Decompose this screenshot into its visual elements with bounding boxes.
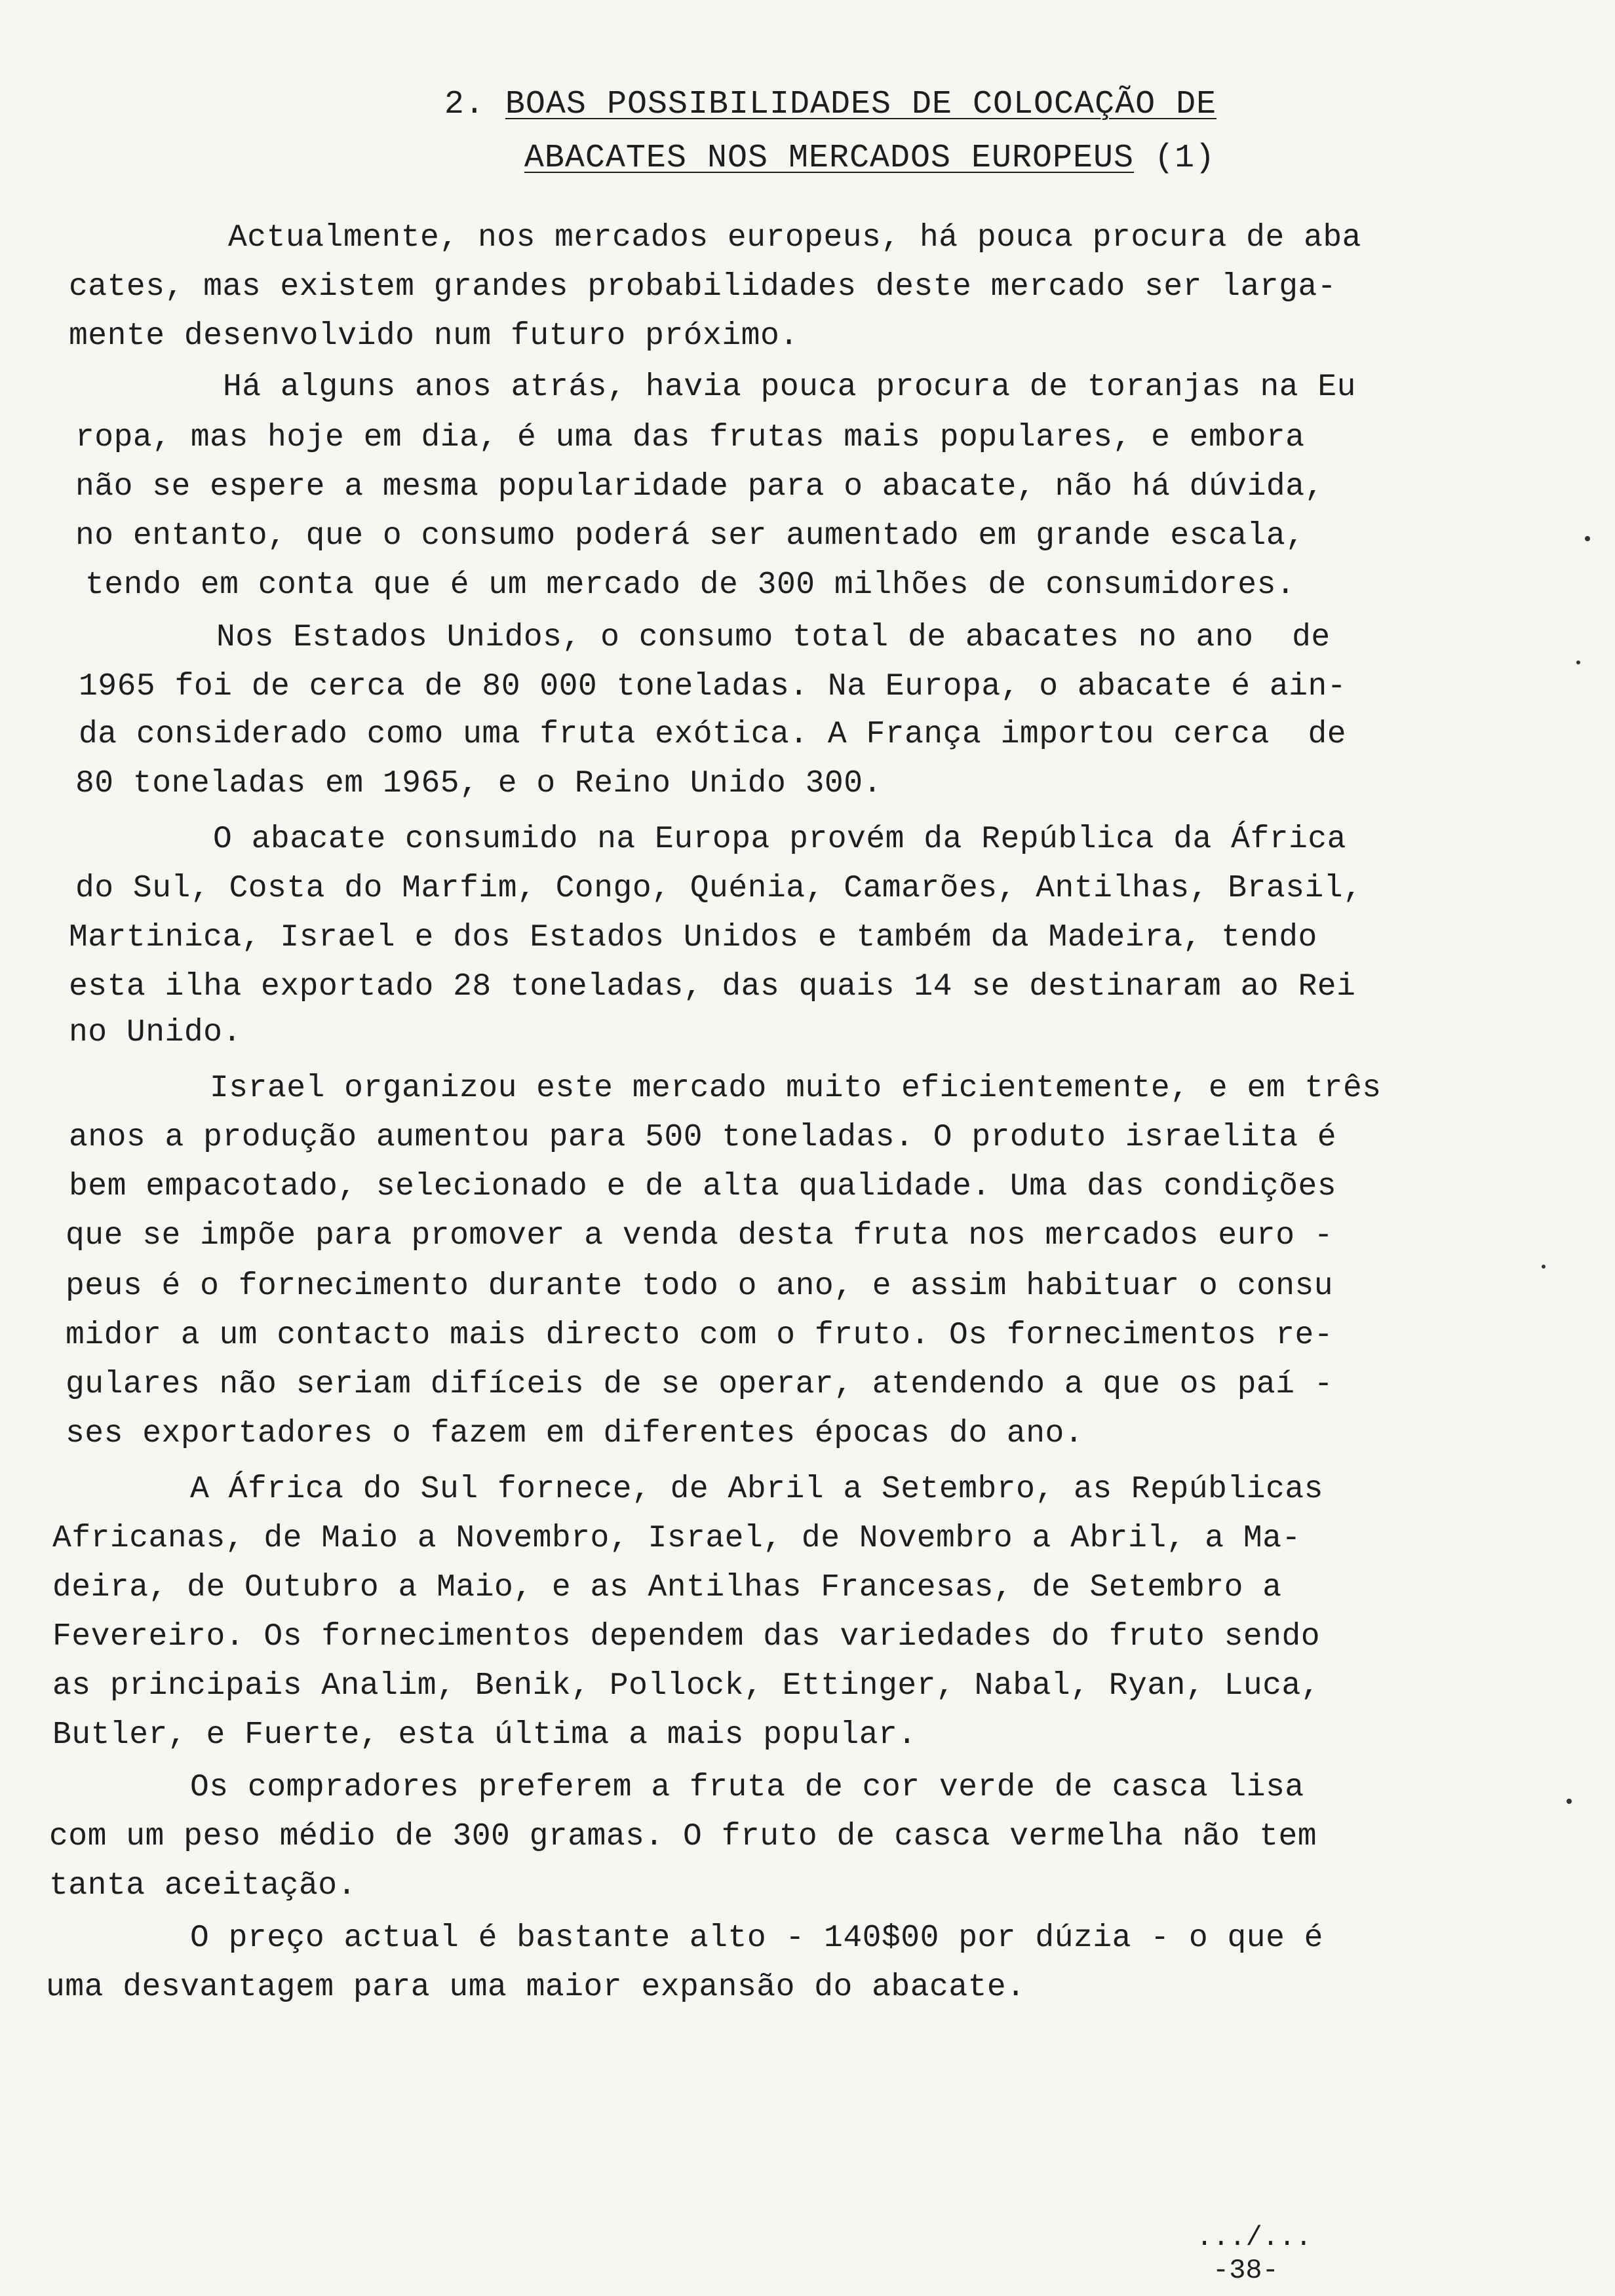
text-line: uma desvantagem para uma maior expansão do abacate.	[46, 1970, 1026, 2005]
scan-speck	[1576, 660, 1580, 664]
text-line: O preço actual é bastante alto - 140$00 por dúzia - o que é	[190, 1921, 1323, 1956]
text-line: midor a um contacto mais directo com o fruto. Os fornecimentos re-	[66, 1318, 1334, 1353]
text-line: gulares não seriam difíceis de se operar, atendendo a que os paí -	[66, 1367, 1334, 1402]
scan-speck	[1566, 1799, 1572, 1804]
text-line: A África do Sul fornece, de Abril a Setembro, as Repúblicas	[190, 1472, 1323, 1507]
text-line: Há alguns anos atrás, havia pouca procura de toranjas na Eu	[223, 370, 1356, 405]
text-line: as principais Analim, Benik, Pollock, Ettinger, Nabal, Ryan, Luca,	[52, 1668, 1321, 1704]
page-number: -38-	[1213, 2255, 1279, 2286]
text-line: que se impõe para promover a venda desta fruta nos mercados euro -	[66, 1218, 1334, 1253]
section-heading-line-1	[0, 85, 1615, 124]
text-line: O abacate consumido na Europa provém da República da África	[213, 822, 1346, 857]
section-title-part-2: ABACATES NOS MERCADOS EUROPEUS	[524, 140, 1135, 177]
text-line: anos a produção aumentou para 500 toneladas. O produto israelita é	[69, 1120, 1337, 1155]
text-line: peus é o fornecimento durante todo o ano, e assim habituar o consu	[66, 1269, 1334, 1304]
text-line: no Unido.	[69, 1015, 242, 1050]
text-line: com um peso médio de 300 gramas. O fruto de casca vermelha não tem	[49, 1819, 1317, 1854]
text-line: ropa, mas hoje em dia, é uma das frutas mais populares, e embora	[75, 420, 1305, 455]
text-line: ses exportadores o fazem em diferentes épocas do ano.	[66, 1416, 1084, 1451]
text-line: cates, mas existem grandes probabilidades deste mercado ser larga-	[69, 269, 1337, 305]
text-line: 80 toneladas em 1965, e o Reino Unido 300.	[75, 766, 882, 801]
text-line: mente desenvolvido num futuro próximo.	[69, 318, 799, 354]
text-line: deira, de Outubro a Maio, e as Antilhas Francesas, de Setembro a	[52, 1570, 1282, 1605]
text-line: do Sul, Costa do Marfim, Congo, Quénia, Camarões, Antilhas, Brasil,	[75, 871, 1363, 906]
text-line: esta ilha exportado 28 toneladas, das quais 14 se destinaram ao Rei	[69, 969, 1356, 1004]
section-number: 2.	[444, 86, 485, 123]
scan-speck	[1585, 536, 1590, 541]
text-line: Fevereiro. Os fornecimentos dependem das variedades do fruto sendo	[52, 1619, 1321, 1655]
text-line: Nos Estados Unidos, o consumo total de abacates no ano de	[216, 620, 1331, 655]
text-line: bem empacotado, selecionado e de alta qualidade. Uma das condições	[69, 1169, 1337, 1204]
section-heading-line-2	[0, 139, 1615, 178]
text-line: Actualmente, nos mercados europeus, há pouca procura de aba	[228, 220, 1361, 256]
scan-speck	[1542, 1265, 1546, 1269]
text-line: tanta aceitação.	[49, 1868, 357, 1904]
text-line: Martinica, Israel e dos Estados Unidos e também da Madeira, tendo	[69, 920, 1317, 955]
footnote-marker: (1)	[1154, 140, 1216, 177]
text-line: da considerado como uma fruta exótica. A França importou cerca de	[79, 717, 1347, 752]
continuation-mark: .../...	[1196, 2222, 1312, 2253]
section-title-part-1: BOAS POSSIBILIDADES DE COLOCAÇÃO DE	[505, 86, 1217, 123]
text-line: Os compradores preferem a fruta de cor verde de casca lisa	[190, 1770, 1304, 1805]
text-line: Israel organizou este mercado muito eficientemente, e em três	[210, 1071, 1382, 1106]
text-line: 1965 foi de cerca de 80 000 toneladas. Na Europa, o abacate é ain-	[79, 669, 1347, 704]
text-line: não se espere a mesma popularidade para o abacate, não há dúvida,	[75, 469, 1324, 505]
text-line: Africanas, de Maio a Novembro, Israel, de Novembro a Abril, a Ma-	[52, 1521, 1301, 1556]
text-line: tendo em conta que é um mercado de 300 milhões de consumidores.	[85, 567, 1296, 603]
text-line: Butler, e Fuerte, esta última a mais popular.	[52, 1717, 917, 1753]
text-line: no entanto, que o consumo poderá ser aumentado em grande escala,	[75, 518, 1305, 554]
